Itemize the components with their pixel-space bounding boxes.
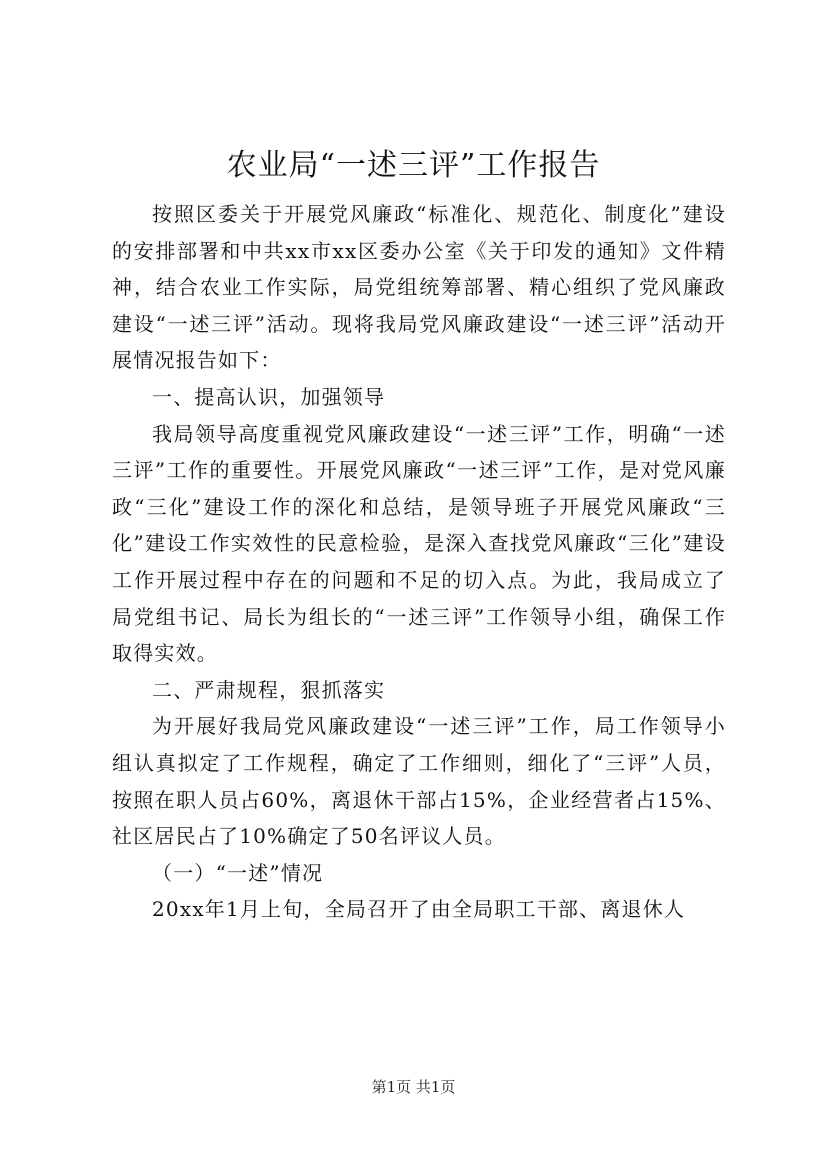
paragraph-subsection-1: 20xx年1月上旬，全局召开了由全局职工干部、离退休人 <box>152 897 686 922</box>
document-body <box>112 196 726 928</box>
page-footer: 第1页 共1页 <box>371 1078 456 1096</box>
section-heading-2: 二、严肃规程，狠抓落实 <box>152 677 386 702</box>
paragraph-section-1: 我局领导高度重视党风廉政建设“一述三评”工作，明确“一述三评”工作的重要性。开展党风廉政“一述三评”工作，是对党风廉政“三化”建设工作的深化和总结，是领导班子开展党风廉政“三化”建设工作实效性的民意检验，是深入查找党风廉政“三化”建设工作开展过程中存在的问题和不足的切入点。为此，我局成立了局党组书记、局长为组长的“一述三评”工作领导小组，确保工作取得实效。 <box>112 421 726 666</box>
document-title: 农业局“一述三评”工作报告 <box>226 148 601 183</box>
paragraph-section-2: 为开展好我局党风廉政建设“一述三评”工作，局工作领导小组认真拟定了工作规程，确定了工作细则，细化了“三评”人员，按照在职人员占60%，离退休干部占15%，企业经营者占15%、社区居民占了10%确定了50名评议人员。 <box>112 714 726 849</box>
section-heading-1: 一、提高认识，加强领导 <box>152 384 386 409</box>
subsection-heading-1: （一）“一述”情况 <box>152 860 324 885</box>
paragraph-intro: 按照区委关于开展党风廉政“标准化、规范化、制度化”建设的安排部署和中共xx市xx区委办公室《关于印发的通知》文件精神，结合农业工作实际，局党组统筹部署、精心组织了党风廉政建设“一述三评”活动。现将我局党风廉政建设“一述三评”活动开展情况报告如下： <box>112 202 726 373</box>
